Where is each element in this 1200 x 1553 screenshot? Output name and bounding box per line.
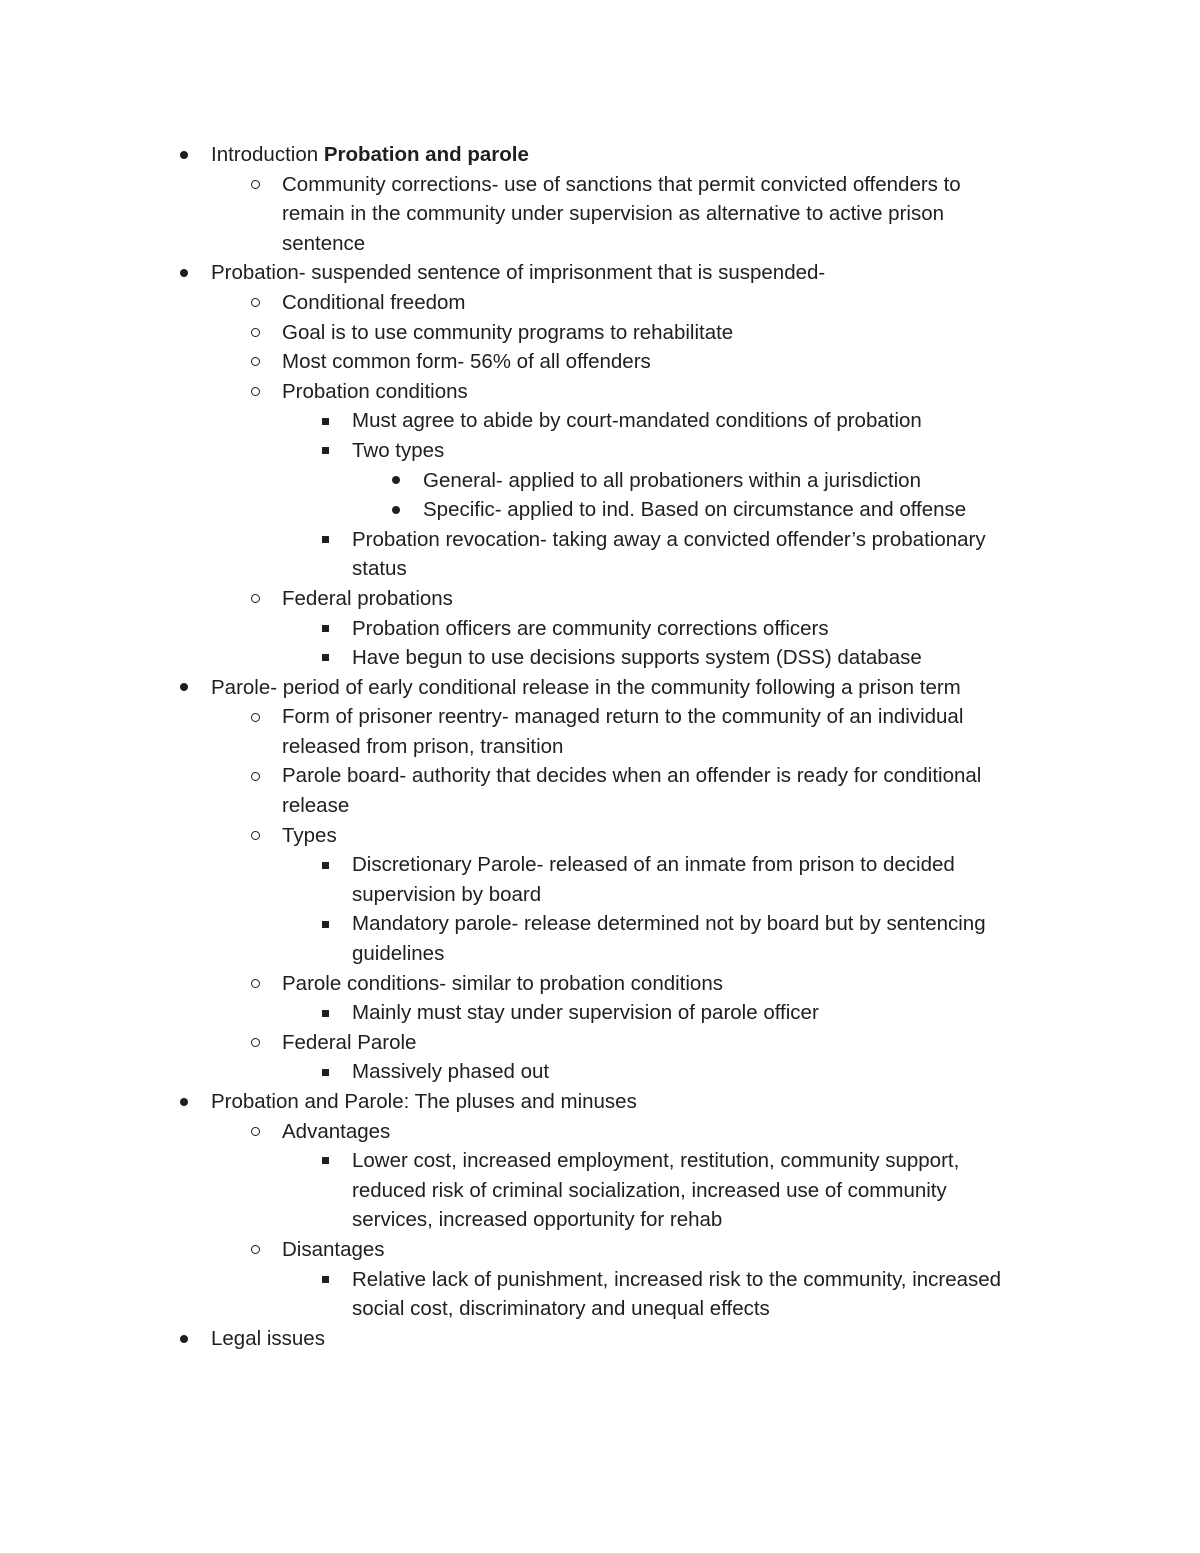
list-item-text: guidelines bbox=[352, 942, 445, 966]
hollow-bullet-icon bbox=[248, 761, 262, 791]
list-item bbox=[0, 1028, 1200, 1058]
list-item-text: Probation and Parole: The pluses and minuses bbox=[211, 1090, 637, 1113]
list-item-continuation bbox=[0, 880, 1200, 910]
square-bullet-icon bbox=[318, 850, 332, 880]
list-item-text: remain in the community under supervision as alternative to active prison bbox=[282, 202, 945, 226]
document-page bbox=[0, 140, 1200, 1353]
hollow-bullet-icon bbox=[248, 288, 262, 318]
list-item bbox=[0, 347, 1200, 377]
filled-bullet-icon bbox=[389, 495, 403, 525]
intro-title: Probation and parole bbox=[323, 143, 529, 166]
list-item bbox=[0, 761, 1200, 791]
filled-bullet-icon bbox=[177, 140, 191, 170]
list-item-continuation bbox=[0, 1205, 1200, 1235]
list-item bbox=[0, 288, 1200, 318]
list-item bbox=[0, 969, 1200, 999]
square-bullet-icon bbox=[318, 614, 332, 644]
list-item-text: reduced risk of criminal socialization, increased use of community bbox=[352, 1178, 947, 1202]
list-item bbox=[0, 377, 1200, 407]
list-item-text: released from prison, transition bbox=[282, 734, 564, 758]
hollow-bullet-icon bbox=[248, 347, 262, 377]
list-item-text: Parole- period of early conditional release in the community following a prison term bbox=[211, 675, 961, 699]
hollow-bullet-icon bbox=[248, 170, 262, 200]
list-item bbox=[0, 258, 1200, 288]
filled-bullet-icon bbox=[177, 1324, 191, 1354]
list-item-text: Probation- suspended sentence of imprisonment that is suspended- bbox=[211, 261, 826, 285]
list-item bbox=[0, 909, 1200, 939]
list-item-text: Conditional freedom bbox=[282, 290, 466, 314]
square-bullet-icon bbox=[318, 1057, 332, 1087]
list-item-continuation bbox=[0, 229, 1200, 259]
list-item-text: services, increased opportunity for rehab bbox=[352, 1208, 723, 1232]
list-item-continuation bbox=[0, 1294, 1200, 1324]
list-item-text: Two types bbox=[352, 438, 445, 462]
list-item-text: Goal is to use community programs to rehabilitate bbox=[282, 320, 734, 344]
list-item-text: General- applied to all probationers within a jurisdiction bbox=[423, 468, 921, 492]
list-item-text: Probation revocation- taking away a convicted offender’s probationary bbox=[352, 527, 986, 551]
list-item bbox=[0, 1117, 1200, 1147]
square-bullet-icon bbox=[318, 998, 332, 1028]
list-item-text: Probation conditions bbox=[282, 379, 468, 403]
hollow-bullet-icon bbox=[248, 1235, 262, 1265]
square-bullet-icon bbox=[318, 436, 332, 466]
list-item-text: Parole board- authority that decides when an offender is ready for conditional bbox=[282, 764, 982, 788]
list-item bbox=[0, 1265, 1200, 1295]
list-item bbox=[0, 436, 1200, 466]
hollow-bullet-icon bbox=[248, 702, 262, 732]
square-bullet-icon bbox=[318, 909, 332, 939]
hollow-bullet-icon bbox=[248, 821, 262, 851]
list-item bbox=[0, 584, 1200, 614]
list-item-text: Legal issues bbox=[211, 1326, 325, 1350]
hollow-bullet-icon bbox=[248, 318, 262, 348]
list-item-text: Federal Parole bbox=[282, 1030, 417, 1054]
list-item-text: Disantages bbox=[282, 1237, 385, 1261]
list-item-continuation bbox=[0, 939, 1200, 969]
list-item-continuation bbox=[0, 791, 1200, 821]
list-item-text: Most common form- 56% of all offenders bbox=[282, 350, 651, 374]
hollow-bullet-icon bbox=[248, 584, 262, 614]
list-item bbox=[0, 1087, 1200, 1117]
list-item bbox=[0, 643, 1200, 673]
list-item-continuation bbox=[0, 732, 1200, 762]
list-item-text: Federal probations bbox=[282, 586, 453, 610]
list-item bbox=[0, 495, 1200, 525]
square-bullet-icon bbox=[318, 525, 332, 555]
square-bullet-icon bbox=[318, 643, 332, 673]
list-item bbox=[0, 318, 1200, 348]
list-item-text: Must agree to abide by court-mandated conditions of probation bbox=[352, 409, 922, 433]
list-item bbox=[0, 525, 1200, 555]
list-item-text: Discretionary Parole- released of an inmate from prison to decided bbox=[352, 853, 955, 877]
filled-bullet-icon bbox=[389, 466, 403, 496]
list-item bbox=[0, 140, 1200, 170]
list-item-text: Community corrections- use of sanctions that permit convicted offenders to bbox=[282, 172, 961, 196]
list-item-text: Form of prisoner reentry- managed return to the community of an individual bbox=[282, 705, 964, 729]
list-item bbox=[0, 702, 1200, 732]
list-item bbox=[0, 673, 1200, 703]
filled-bullet-icon bbox=[177, 1087, 191, 1117]
list-item bbox=[0, 821, 1200, 851]
list-item-text: Types bbox=[282, 823, 337, 847]
list-item bbox=[0, 850, 1200, 880]
hollow-bullet-icon bbox=[248, 1028, 262, 1058]
square-bullet-icon bbox=[318, 406, 332, 436]
list-item-text: Massively phased out bbox=[352, 1060, 550, 1084]
list-item-continuation bbox=[0, 199, 1200, 229]
list-item bbox=[0, 998, 1200, 1028]
list-item-text: Relative lack of punishment, increased risk to the community, increased bbox=[352, 1267, 1002, 1291]
list-item-text: Mandatory parole- release determined not by board but by sentencing bbox=[352, 912, 986, 936]
list-item-text: status bbox=[352, 557, 407, 581]
list-item-continuation bbox=[0, 1176, 1200, 1206]
intro-label: Introduction bbox=[211, 143, 324, 166]
list-item-text: Specific- applied to ind. Based on circumstance and offense bbox=[423, 498, 967, 522]
filled-bullet-icon bbox=[177, 258, 191, 288]
list-item-continuation bbox=[0, 554, 1200, 584]
list-item-text: Have begun to use decisions supports system (DSS) database bbox=[352, 646, 922, 670]
list-item-text: Advantages bbox=[282, 1119, 391, 1143]
list-item bbox=[0, 466, 1200, 496]
filled-bullet-icon bbox=[177, 673, 191, 703]
list-item bbox=[0, 1146, 1200, 1176]
list-item-text: social cost, discriminatory and unequal effects bbox=[352, 1297, 770, 1321]
square-bullet-icon bbox=[318, 1265, 332, 1295]
list-item-text: Mainly must stay under supervision of parole officer bbox=[352, 1001, 819, 1025]
list-item bbox=[0, 170, 1200, 200]
list-item-text: supervision by board bbox=[352, 882, 542, 906]
list-item bbox=[0, 1324, 1200, 1354]
list-item bbox=[0, 406, 1200, 436]
list-item bbox=[0, 1057, 1200, 1087]
list-item bbox=[0, 1235, 1200, 1265]
list-item-text: release bbox=[282, 794, 350, 818]
list-item-text: Parole conditions- similar to probation conditions bbox=[282, 971, 723, 995]
list-item-text: sentence bbox=[282, 231, 366, 255]
square-bullet-icon bbox=[318, 1146, 332, 1176]
hollow-bullet-icon bbox=[248, 969, 262, 999]
list-item-text: Lower cost, increased employment, restitution, community support, bbox=[352, 1149, 960, 1173]
hollow-bullet-icon bbox=[248, 377, 262, 407]
hollow-bullet-icon bbox=[248, 1117, 262, 1147]
list-item-text: Probation officers are community corrections officers bbox=[352, 616, 829, 640]
list-item bbox=[0, 614, 1200, 644]
